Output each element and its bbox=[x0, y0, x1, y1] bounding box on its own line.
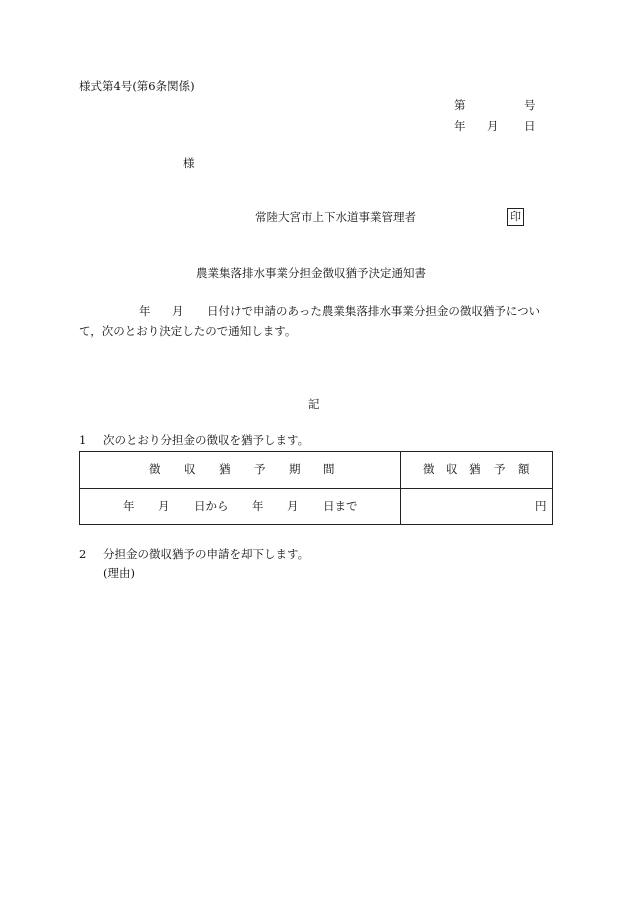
sender-name: 常陸大宮市上下水道事業管理者 bbox=[255, 210, 416, 224]
doc-date-month: 月 bbox=[487, 119, 499, 133]
section1-text: 次のとおり分担金の徴収を猶予します。 bbox=[103, 433, 310, 447]
header-amount-char: 額 bbox=[518, 462, 530, 476]
period-to-day: 日まで bbox=[323, 499, 358, 513]
header-amount-char: 収 bbox=[446, 462, 458, 476]
header-period-char: 収 bbox=[184, 462, 196, 476]
section2-number: 2 bbox=[79, 547, 87, 561]
header-period-char: 徴 bbox=[149, 462, 161, 476]
document-title: 農業集落排水事業分担金徴収猶予決定通知書 bbox=[196, 266, 426, 280]
amount-yen-unit: 円 bbox=[535, 499, 547, 513]
body-line1: 日付けで申請のあった農業集落排水事業分担金の徴収猶予につい bbox=[207, 304, 541, 318]
period-from-year: 年 bbox=[123, 499, 135, 513]
doc-number-dai: 第 bbox=[454, 98, 466, 112]
header-period-char: 予 bbox=[254, 462, 266, 476]
header-amount-char: 予 bbox=[494, 462, 506, 476]
header-period-char: 間 bbox=[323, 462, 335, 476]
table-row-divider bbox=[80, 488, 552, 489]
body-line2: て，次のとおり決定したので通知します。 bbox=[79, 324, 297, 338]
period-to-year: 年 bbox=[252, 499, 264, 513]
body-month: 月 bbox=[172, 304, 184, 318]
doc-number-go: 号 bbox=[524, 98, 536, 112]
form-id: 様式第4号(第6条関係) bbox=[79, 79, 195, 93]
period-to-month: 月 bbox=[287, 499, 299, 513]
section2-reason: (理由) bbox=[103, 566, 135, 580]
section1-number: 1 bbox=[79, 433, 87, 447]
header-amount-char: 徴 bbox=[423, 462, 435, 476]
header-period-char: 猶 bbox=[219, 462, 231, 476]
header-period-char: 期 bbox=[289, 462, 301, 476]
section2-text: 分担金の徴収猶予の申請を却下します。 bbox=[103, 547, 310, 561]
header-amount-char: 猶 bbox=[469, 462, 481, 476]
doc-date-day: 日 bbox=[524, 119, 536, 133]
addressee-suffix: 様 bbox=[183, 156, 195, 170]
period-from-month: 月 bbox=[158, 499, 170, 513]
doc-date-year: 年 bbox=[454, 119, 466, 133]
table-column-divider bbox=[400, 452, 401, 524]
ki-heading: 記 bbox=[308, 397, 320, 411]
seal-mark: 印 bbox=[507, 208, 524, 226]
period-from-day: 日から bbox=[194, 499, 229, 513]
body-year: 年 bbox=[139, 304, 151, 318]
